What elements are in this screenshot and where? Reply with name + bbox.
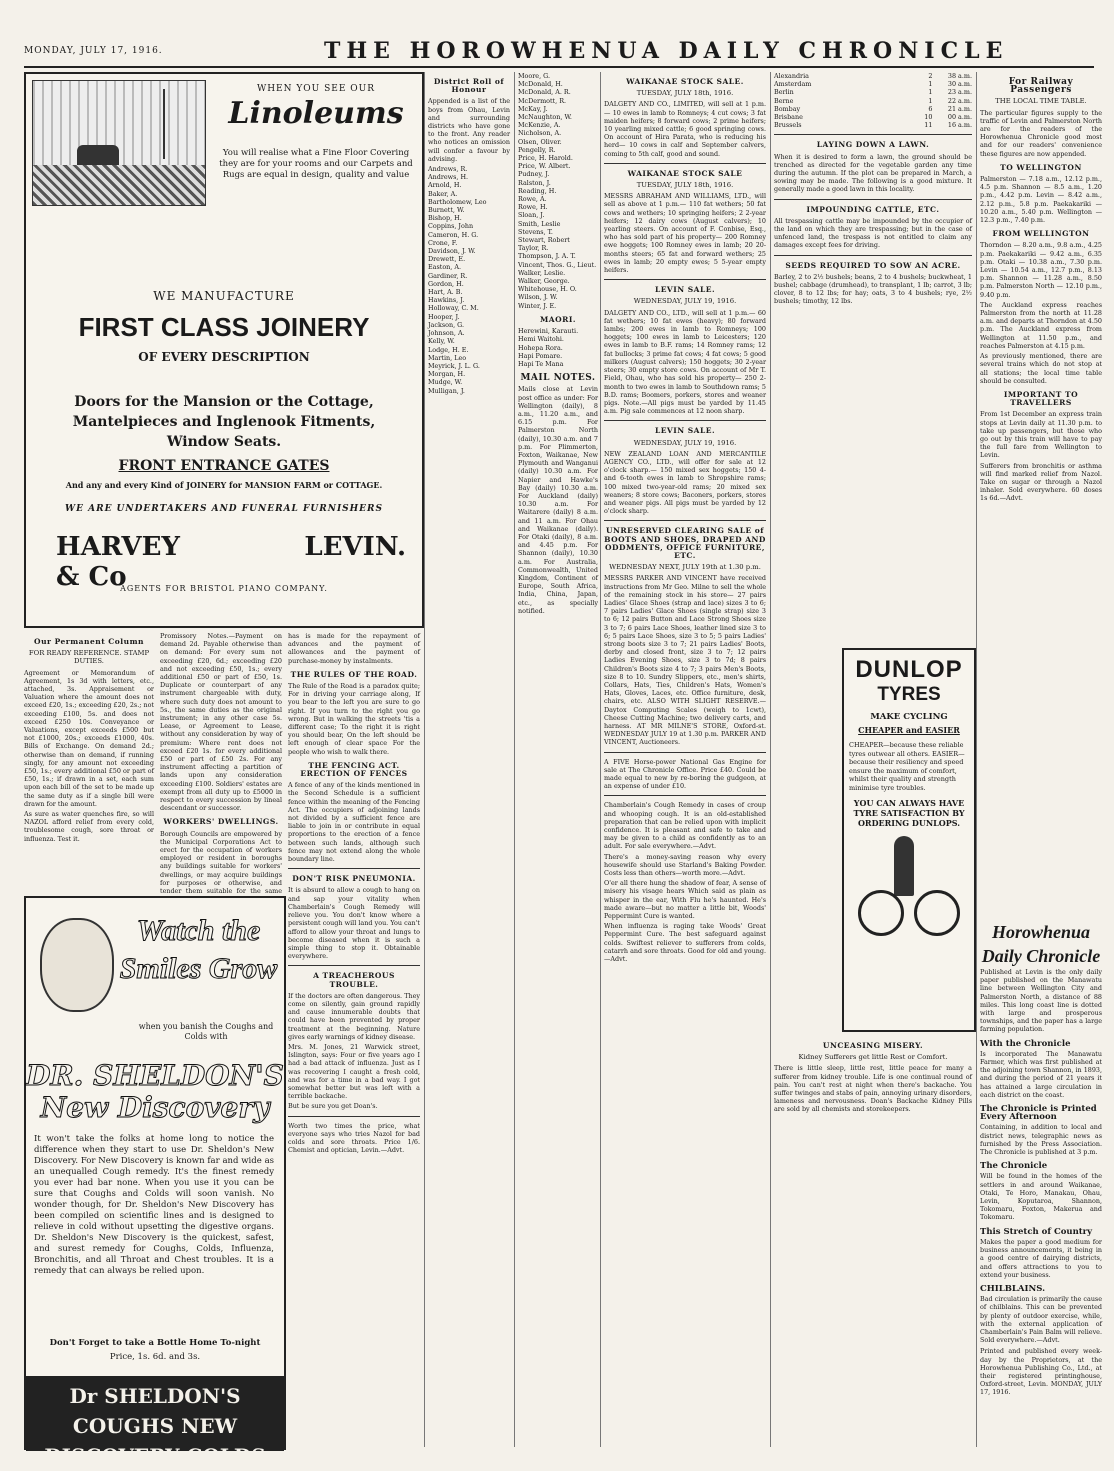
divider	[604, 520, 766, 521]
column-heading: The Chronicle	[980, 1161, 1048, 1172]
dunlop-always: YOU CAN ALWAYS HAVE TYRE SATISFACTION BY ORDERING DUNLOPS.	[853, 798, 965, 828]
list-item: Bartholomew, Leo	[428, 197, 487, 206]
column-heading: SEEDS REQUIRED TO SOW AN ACRE.	[785, 260, 961, 270]
list-item: Morgan, H.	[428, 370, 466, 379]
column-heading: This Stretch of Country	[980, 1226, 1093, 1237]
column-subheading: FOR READY REFERENCE. STAMP DUTIES.	[28, 649, 150, 666]
article-text: DALGETY AND CO., LIMITED, will sell at 1 p.m.— 10 ewes in lamb to Romneys; 4 cut cows; 3 fat maiden heifers; 8 forward cows; 2 prime heifers; 10 yearling mixed cattle; 6 good springing cows. On account of Hira Parata, who is reducing his herd— 10 cows in calf and September calvers, coming to 5th calf, good and sound.	[604, 100, 766, 158]
list-item: Whitehouse, H. O.	[518, 285, 577, 294]
column-heading: Our Permanent Column	[34, 637, 144, 646]
list-item: Sloan, J.	[518, 211, 545, 220]
table-cell: 1	[928, 88, 933, 97]
article-text: The particular figures supply to the traffic of Levin and Palmerston North are for the readers of the Horowhenua Chronicle good most and for our readers' convenience these figures are now appended.	[980, 108, 1102, 158]
newspaper-title: THE HOROWHENUA DAILY CHRONICLE	[324, 38, 1009, 64]
list-item: Walker, George.	[518, 277, 570, 286]
list-item: Bishop, H.	[428, 214, 462, 223]
divider	[288, 965, 420, 966]
ad-manufacture: WE MANUFACTURE	[153, 289, 295, 303]
divider	[604, 163, 766, 164]
article-text: NEW ZEALAND LOAN AND MERCANTILE AGENCY CO., LTD., will offer for sale at 12 o'clock sharp.— 150 mixed sex hoggets; 150 4- and 6-tooth ewes in lamb to Shropshire rams; 100 mixed two-year-old rams; 20 mixed sex weaners; 8 store cows; Baconers, porkers, stores and weaner pigs. All pigs must be yarded by 12 o'clock sharp.	[604, 449, 766, 516]
list-item: Davidson, J. W.	[428, 247, 476, 256]
chronicle-name: Horowhenua Daily Chronicle	[981, 922, 1101, 966]
table-row	[774, 97, 972, 105]
article-text: The Auckland express reaches Palmerston from the north at 11.28 a.m. and departs at Thorndon at 4.50 p.m. The Auckland express from Wellington at 11.50 p.m., and reaches Palmerston at 4.15 p.m.	[980, 300, 1102, 350]
article-text: The Rule of the Road is a paradox quite; For in driving your carriage along, If you bear to the left you are sure to go right. If you turn to the right you go wrong. But in walking the streets 'tis a different case; To the right it is right you should bear, On the left should be left enough of clear space For the people who wish to walk there.	[288, 682, 420, 756]
table-cell: Berne	[774, 96, 794, 105]
column-heading: With the Chronicle	[980, 1038, 1071, 1049]
table-row	[774, 121, 972, 129]
list-item: McDonald, A. R.	[518, 88, 571, 97]
list-item: Drewett, E.	[428, 255, 466, 264]
list-item: Reading, H.	[518, 186, 557, 195]
article-text: As previously mentioned, there are several trains which do not stop at all stations; the local time table should be consulted.	[980, 352, 1102, 385]
table-cell: Berlin	[774, 88, 794, 97]
ad-intro: WHEN YOU SEE OUR	[256, 84, 376, 94]
district-roll-column	[428, 72, 510, 1447]
article-text: It is absurd to allow a cough to hang on and sap your vitality when Chamberlain's Cough Remedy will relieve you. You don't know where a persistent cough will land you. You can't afford to allow your throat and lungs to become diseased when it is such a simple thing to stop it. Obtainable everywhere.	[288, 886, 420, 961]
sale-date: TUESDAY, JULY 18th, 1916.	[636, 181, 734, 190]
list-item: Stewart, Robert	[518, 236, 570, 245]
list-item: Baker, A.	[428, 189, 458, 198]
list-item: Rowe, A.	[518, 195, 547, 204]
misc-column	[774, 72, 972, 642]
table-row	[774, 72, 972, 80]
list-item: Easton, A.	[428, 263, 461, 272]
column-rule	[770, 72, 771, 1447]
article-text: A fence of any of the kinds mentioned in the Second Schedule is a sufficient fence within the meaning of the Fencing Act. The occupiers of adjoining lands not divided by a sufficient fence are liable to join in or contribute in equal proportions to the erection of a fence between such lands, although such fence may not extend along the whole boundary line.	[288, 781, 420, 864]
list-item: Andrews, R.	[428, 165, 468, 174]
sale-date: WEDNESDAY NEXT, JULY 19th at 1.30 p.m.	[609, 563, 761, 572]
linoleum-room-illustration	[32, 80, 206, 206]
column-heading: DON'T RISK PNEUMONIA.	[292, 874, 416, 884]
column-heading: WAIKANAE STOCK SALE	[627, 168, 743, 178]
article-text: Borough Councils are empowered by the Municipal Corporations Act to erect for the occupation of workers employed or resident in boroughs any buildings suitable for workers' dwellings, or may acquire buildings for purposes or otherwise, and tender them suitable for the same	[160, 829, 282, 896]
divider	[774, 255, 972, 256]
article-text: Is incorporated The Manawatu Farmer, which was first published at the adjoining town Shannon, in 1893, and during the period of 21 years it has attained a large circulation in each district on the coast.	[980, 1049, 1102, 1099]
column-heading: WORKERS' DWELLINGS.	[163, 817, 279, 827]
list-item: Pengelly, R.	[518, 145, 556, 154]
table-cell: 00 a.m.	[947, 113, 972, 122]
column-rule	[600, 72, 601, 1447]
list-item: Hooper, J.	[428, 312, 460, 321]
ad-gates: FRONT ENTRANCE GATES	[118, 458, 330, 474]
table-cell: 11	[924, 121, 933, 130]
column-heading: TO WELLINGTON	[1000, 162, 1082, 172]
table-cell: 30 a.m.	[947, 80, 972, 89]
article-text: All trespassing cattle may be impounded by the occupier of the land on which they are trespassing; but in the case of unfenced land, the trespass is not entitled to claim any damages except fees for driving.	[774, 216, 972, 250]
column-heading: LEVIN SALE.	[654, 285, 716, 295]
article-text: When influenza is raging take Woods' Great Peppermint Cure. The best safeguard against colds. Swiftest reliever to sufferers from colds, catarrh and sore throats. Good for old and young.—Advt.	[604, 922, 766, 964]
column-heading: FROM WELLINGTON	[992, 229, 1090, 239]
article-text: There is little sleep, little rest, little peace for many a sufferer from kidney trouble. Life is one continual round of pain. You can't rest at night when there's backache. You suffer twinges and stabs of pain, annoying urinary disorders, lameness and nervousness. Doan's Backache Kidney Pills are sold by all chemists and storekeepers.	[774, 1064, 972, 1114]
column-heading: IMPOUNDING CATTLE, ETC.	[806, 204, 940, 214]
ad-bottom-banner: Dr SHELDON'S COUGHS NEW DISCOVERY COLDS	[26, 1376, 284, 1451]
ad-joinery: FIRST CLASS JOINERY	[78, 312, 370, 342]
table-row	[774, 88, 972, 96]
list-item: Burnett, W.	[428, 206, 465, 215]
list-item: Vincent, Thos. G., Lieut.	[518, 260, 597, 269]
column-heading: THE FENCING ACT. ERECTION OF FENCES	[300, 760, 408, 779]
article-text: Appended is a list of the boys from Ohau, Levin and surrounding districts who have gone to the front. Any reader who notices an omission will confer a favour by advising.	[428, 97, 510, 163]
dunlop-make: MAKE CYCLING	[870, 712, 948, 722]
column-heading: UNCEASING MISERY.	[822, 1041, 924, 1050]
notices-column	[160, 632, 282, 896]
list-item: Smith, Leslie	[518, 219, 561, 228]
rider-icon	[894, 836, 914, 896]
sheldon-advertisement	[24, 896, 286, 1468]
ad-levin: LEVIN.	[304, 532, 406, 562]
column-heading: IMPORTANT TO TRAVELLERS	[1003, 389, 1079, 408]
divider	[604, 279, 766, 280]
list-item: Coppins, John	[428, 222, 474, 231]
sale-date: WEDNESDAY, JULY 19, 1916.	[633, 438, 737, 447]
table-cell: 22 a.m.	[947, 96, 972, 105]
list-item: Ralston, J.	[518, 178, 551, 187]
dunlop-brand: DUNLOP	[855, 656, 963, 683]
ad-forget: Don't Forget to take a Bottle Home To-night	[49, 1338, 261, 1348]
list-item: Wilson, J. W.	[518, 293, 558, 302]
article-text: MESSRS PARKER AND VINCENT have received instructions from Mr Geo. Milne to sell the whole of the remaining stock in his store— 27 pairs Ladies' Glace Shoes (strap and lace) sizes 3 to 6; 7 pairs Ladies' Glace Shoes (single strap) size 3 to 6; 12 pairs Button and Lace Strong Shoes size 3 to 7; 6 pairs Lace Shoes, leather lined size 3 to 6; 5 pairs Lace Shoes, size 3 to 5; 5 pairs Ladies' strong boots size 3 to 7; 21 pairs Ladies' Boots, derby and closed front, size 3 to 7; 12 pairs Ladies Evening Shoes, size 3 to 7d; 8 pairs Children's Boots size 4 to 7; 3 pairs Men's Boots, size 8 to 10. Sundry Slippers, etc., men's shirts, Collars, Hats, Ties, Children's Hats, Women's Hats, Gloves, Laces, etc. Office furniture, desk, chairs, etc. ALSO WITH SLIGHT RESERVE.— Daytox Computing Scales (weigh to 1cwt), Cheese Cutting Machine; two delivery carts, and harness. AT MR MILNE'S STORE, Oxford-st. WEDNESDAY JULY 19 at 1.30 p.m. PARKER AND VINCENT, Auctioneers.	[604, 574, 766, 747]
table-cell: 23 a.m.	[947, 88, 972, 97]
article-text: Bad circulation is primarily the cause of chilblains. This can be prevented by plenty of outdoor exercise, while, with the external application of Chamberlain's Pain Balm will relieve. Sold everywhere.—Advt.	[980, 1295, 1102, 1345]
list-item: Rowe, H.	[518, 203, 548, 212]
railway-column	[980, 72, 1102, 912]
column-heading: For Railway Passengers	[1008, 77, 1074, 96]
list-item: Holloway, C. M.	[428, 304, 479, 313]
ad-agents: AGENTS FOR BRISTOL PIANO COMPANY.	[120, 584, 328, 593]
list-item: Price, H. Harold.	[518, 154, 573, 163]
column-heading: MAORI.	[539, 314, 576, 324]
names-list	[518, 327, 598, 368]
table-row	[774, 105, 972, 113]
list-item: Moore, G.	[518, 72, 551, 80]
list-item: McDonald, H.	[518, 80, 563, 89]
ad-harvey-name: HARVEY & Co	[56, 532, 180, 592]
dunlop-body: CHEAPER—because these reliable tyres outwear all others. EASIER—because their resiliency and speed ensure the maximum of comfort, whilst their quality and strength minimise tyre troubles.	[849, 741, 965, 792]
divider	[288, 868, 420, 869]
list-item: Hart, A. B.	[428, 288, 463, 297]
ad-watch-headline: Watch the Smiles Grow	[119, 914, 278, 985]
sale-date: WEDNESDAY, JULY 19, 1916.	[633, 297, 737, 306]
list-item: Price, W. Albert.	[518, 162, 571, 171]
list-item: McKenzie, A.	[518, 121, 561, 130]
dunlop-tyres: TYRES	[877, 684, 941, 705]
article-text: Thorndon — 8.20 a.m., 9.8 a.m., 4.25 p.m. Paekakariki — 9.42 a.m., 6.35 p.m. Otaki — 10.38 a.m., 7.30 p.m. Levin — 10.54 a.m., 12.7 p.m., 8.13 p.m. Shannon — 11.28 a.m., 8.50 p.m. Palmerston North — 12.10 p.m., 9.40 p.m.	[980, 241, 1102, 299]
list-item: Hapi Pomare.	[518, 351, 563, 360]
article-text: Barley, 2 to 2½ bushels; beans, 2 to 4 bushels; buckwheat, 1 bushel; cabbage (drumhead), to transplant, 1 lb; carrot, 3 lb; clover, 8 to 12 lbs; for hay; oats, 3 to 4 bushels; rye, 2½ bushels; timothy, 12 lbs.	[774, 272, 972, 306]
ad-price: Price, 1s. 6d. and 3s.	[109, 1352, 201, 1362]
list-item: Walker, Leslie.	[518, 268, 566, 277]
list-item: Hawkins, J.	[428, 296, 465, 305]
table-cell: Alexandria	[774, 72, 809, 80]
list-item: Lodge, H. E.	[428, 345, 469, 354]
divider	[604, 420, 766, 421]
column-rule	[424, 72, 425, 1447]
ad-doors: Doors for the Mansion or the Cottage, Mantelpieces and Inglenook Fitments, Window Seats.	[72, 394, 376, 450]
column-heading: The Chronicle is Printed Every Afternoon	[980, 1104, 1097, 1123]
divider	[288, 1116, 420, 1117]
names-list	[428, 165, 510, 395]
column-heading: MAIL NOTES.	[520, 373, 596, 384]
column-heading: LEVIN SALE.	[654, 426, 716, 436]
article-text: A FIVE Horse-power National Gas Engine for sale at The Chronicle Office. Price £40. Could be made equal to new by re-boring the gudgeon, at an expense of under £10.	[604, 757, 766, 791]
ad-linoleums: Linoleums	[228, 96, 404, 131]
list-item: Meyrick, J. L. G.	[428, 361, 480, 370]
ad-body: It won't take the folks at home long to notice the difference when they start to use Dr. Sheldon's New Discovery. For New Discovery is known far and wide as an unequalled Cough remedy. It's the finest remedy you ever had bar none. When you use it you can be sure that Coughs and Colds will soon vanish. No wonder though, for Dr. Sheldon's New Discovery has been compiled on scientific lines and is designed to relieve in cold without upsetting the digestive organs. Dr. Sheldon's New Discovery is the quickest, safest, and surest remedy for Coughs, Colds, Influenza, Bronchitis, and all Throat and Chest troubles. It is a remedy that can always be relied upon.	[34, 1134, 274, 1276]
ad-any-kind: And any and every Kind of JOINERY for MANSION FARM or COTTAGE.	[65, 480, 383, 490]
smiling-face-icon	[40, 918, 114, 1012]
list-item: Hapi Te Mana	[518, 359, 564, 368]
table-cell: 1	[928, 80, 933, 89]
list-item: McKay, J.	[518, 104, 548, 113]
table-cell: 21 a.m.	[947, 104, 972, 113]
column-heading: THE RULES OF THE ROAD.	[290, 669, 418, 679]
divider	[604, 752, 766, 753]
article-text: When it is desired to form a lawn, the ground should be trenched as directed for the vegetable garden any time during the autumn. If the plot can be prepared in March, a sowing may be made. The following is a good mixture. It generally made a good lawn in this locality.	[774, 152, 972, 194]
list-item: McNaughton, W.	[518, 113, 572, 122]
article-text: O'er all there hung the shadow of fear, A sense of misery his visage hears Which said as plain as whisper in the ear, With Flu he's haunted. He's made aware—but no matter a little bit, Woods' Peppermint Cure is wanted.	[604, 879, 766, 921]
column-heading: CHILBLAINS.	[980, 1283, 1046, 1294]
bicycle-rider-illustration	[854, 836, 964, 936]
article-text: As sure as water quenches fire, so will NAZOL afford relief from every cold, troublesome cough, sore throat or influenza. Test it.	[24, 810, 154, 843]
article-text: Agreement or Memorandum of Agreement, 1s 3d with letters, etc., attached, 3s. Appraisement or Valuation where the amount does not exceed £20, 1s.; exceeding £20, 2s.; not exceeding £100, 5s. and does not exceed £250 10s. Conveyance or Valuations, except exceeds £500 but not £1000, 20s.; exceeds £1000, 40s. Bills of Exchange. On demand 2d.; otherwise than on demand, if running singly, for any amount not exceeding £50, 1s.; every additional £50 or part of £50, 1s.; if drawn in a set, each sum upon each bill of the set to be made up the same duty as if a single bill were drawn for the amount.	[24, 668, 154, 808]
column-heading: WAIKANAE STOCK SALE.	[626, 77, 744, 86]
lamp-icon	[163, 89, 175, 159]
list-item: McDermott, R.	[518, 96, 567, 105]
list-item: Arnold, H.	[428, 181, 462, 190]
ad-banish: when you banish the Coughs and Colds with	[138, 1022, 274, 1041]
article-text: Promissory Notes.—Payment on demand 2d. Payable otherwise than on demand: For every sum not exceeding £20, 6d.; exceeding £20 and not exceeding £50, 1s.; every additional £50 or part of £50, 1s. Duplicate or counterpart of any instrument chargeable with duty, where such duty does not amount to 5s., the same duties as the original instrument; in any other case 5s. Lease, or Agreement to Lease, without any consideration by way of premium: Where rent does not exceed £20 1s. for every additional £50 or part of £50 2s. For any instrument affecting a partition of lands upon any consideration exceeding £100. Soldiers' estates are exempt from all duty up to £5000 in respect to every succession by lineal descendant or successor.	[160, 632, 282, 813]
list-item: Taylor, R.	[518, 244, 549, 253]
article-text: Worth two times the price, what everyone says who tries Nazol for bad colds and sore throats. Price 1/6. Chemist and optician, Levin.—Advt.	[288, 1121, 420, 1155]
table-cell: 16 a.m.	[947, 121, 972, 130]
article-text: MESSRS ABRAHAM AND WILLIAMS, LTD., will sell as above at 1 p.m.— 110 fat wethers; 50 fat cows and wethers; 10 springing heifers; 2 2-year heifers; 12 dairy cows (August calvers); 10 yearling steers. On account of F. Conbise, Esq., who has sold part of his property— 200 Romney ewe hoggets; 100 Romney ewes in lamb; 20 20-months steers; 65 fat and forward wethers; 25 ewes in lamb; 20 empty ewes; 5 5-year empty heifers.	[604, 192, 766, 275]
list-item: Hohepa Rora.	[518, 343, 563, 352]
table-cell: 10	[924, 113, 933, 122]
list-item: Martin, Leo	[428, 353, 467, 362]
divider	[774, 134, 972, 135]
column-heading: UNRESERVED CLEARING SALE of BOOTS AND SHOES, DRAPED AND ODDMENTS, OFFICE FURNITURE, ETC.	[604, 526, 766, 560]
article-text: Will be found in the homes of the settlers in and around Waikanae, Otaki, Te Horo, Manakau, Ohau, Levin, Koputaroa, Shannon, Tokomaru, Foxton, Makerua and Tokomaru.	[980, 1172, 1102, 1222]
article-text: Chamberlain's Cough Remedy in cases of croup and whooping cough. It is an old-established preparation that can be relied upon with implicit confidence. It is pleasant and safe to take and may be given to a child as confidently as to an adult. For sale everywhere.—Advt.	[604, 801, 766, 851]
column-rule	[976, 72, 977, 1447]
article-text: Makes the paper a good medium for business announcements, it being in a good centre of dairying districts, and offers attractions to you to extend your business.	[980, 1237, 1102, 1279]
column-heading: A TREACHEROUS TROUBLE.	[313, 971, 395, 989]
wheel-icon	[858, 890, 904, 936]
list-item: Winter, J. E.	[518, 301, 557, 310]
names-mail-column	[518, 72, 598, 1447]
list-item: Jackson, G.	[428, 320, 465, 329]
article-text: Published at Levin is the only daily paper published on the Manawatu line between Wellington City and Palmerston North, a distance of 88 miles. This long coast line is dotted with large and prosperous townships, and the paper has a large farming population.	[980, 968, 1102, 1034]
list-item: Crone, F.	[428, 238, 458, 247]
list-item: Johnson, A.	[428, 329, 465, 338]
harvey-advertisement	[24, 72, 424, 628]
permanent-column	[24, 632, 154, 890]
column-heading: LAYING DOWN A LAWN.	[816, 140, 930, 150]
article-text: Sufferers from bronchitis or asthma will find marked relief from Nazol. Take on sugar or through a Nazol inhaler. Sold everywhere. 60 doses 1s 6d.—Advt.	[980, 461, 1102, 503]
article-text: has is made for the repayment of advances and the payment of allowances and the payment of purchase-money by instalments.	[288, 632, 420, 665]
list-item: Mulligan, J.	[428, 386, 465, 395]
list-item: Nicholson, A.	[518, 129, 562, 138]
table-cell: Bombay	[774, 104, 801, 113]
ad-description: OF EVERY DESCRIPTION	[138, 350, 310, 364]
dunlop-advertisement	[842, 648, 976, 1032]
list-item: Hemi Waitohi.	[518, 335, 564, 344]
masthead	[24, 38, 1094, 68]
sale-date: TUESDAY, JULY 18th, 1916.	[636, 89, 734, 98]
article-text: From 1st December an express train stops at Levin daily at 11.30 p.m. to take up passengers, but those who go out by this train will have to pay the full fare from Wellington to Levin.	[980, 410, 1102, 460]
column-heading: District Roll of Honour	[433, 77, 505, 95]
list-item: Stevens, T.	[518, 227, 553, 236]
table-cell: 1	[928, 96, 933, 105]
list-item: Andrews, H.	[428, 173, 469, 182]
list-item: Gordon, H.	[428, 279, 464, 288]
list-item: Thompson, J. A. T.	[518, 252, 576, 261]
stock-sales-column	[604, 72, 766, 1447]
table-cell: 2	[928, 72, 933, 80]
table-cell: Brisbane	[774, 113, 803, 122]
time-table	[774, 72, 972, 129]
ad-product-name: DR. SHELDON'S New Discovery	[26, 1059, 284, 1124]
article-text: Mails close at Levin post office as under: For Wellington (daily), 8 a.m., 11.20 a.m., and 6.15 p.m. For Palmerston North (daily), 10.30 a.m. and 7 p.m. For Plimmerton, Foxton, Waikanae, New Plymouth and Wanganui (daily) 10.30 a.m. For Napier and Hawke's Bay (daily) 10.30 a.m. For Auckland (daily) 10.30 a.m. For Waitarere (daily) 8 a.m. and 11 a.m. For Ohau and Waikanae (daily). For Otaki (daily), 8 a.m. and 4.45 p.m. For Shannon (daily), 10.30 a.m. For Australia, Commonwealth, United Kingdom, Continent of Europe, South Africa, India, China, Japan, etc., as specially notified.	[518, 385, 598, 615]
list-item: Gardiner, R.	[428, 271, 468, 280]
table-cell: 38 a.m.	[947, 72, 972, 80]
article-text: There's a money-saving reason why every housewife should use Starland's Baking Powder. Costs less than others—worth more.—Advt.	[604, 852, 766, 878]
list-item: Mudge, W.	[428, 378, 463, 387]
table-cell: Amsterdam	[774, 80, 812, 89]
column-rule	[514, 72, 515, 1447]
road-column	[288, 632, 420, 1447]
divider	[774, 199, 972, 200]
table-row	[774, 80, 972, 88]
list-item: Kelly, W.	[428, 337, 455, 346]
list-item: Cameron, H. G.	[428, 230, 479, 239]
names-list	[518, 72, 598, 310]
misery-column	[774, 1036, 972, 1446]
ad-realise: You will realise what a Fine Floor Covering they are for your rooms and our Carpets and Rugs are equal in design, quality and value	[219, 148, 413, 180]
ad-undertakers: WE ARE UNDERTAKERS AND FUNERAL FURNISHERS	[65, 504, 383, 514]
article-text: Containing, in addition to local and district news, telegraphic news as furnished by the Press Association. The Chronicle is published at 3 p.m.	[980, 1123, 1102, 1157]
article-text: Mrs. M. Jones, 21 Warwick street, Islington, says: Four or five years ago I had a bad attack of influenza. Just as I was recovering I caught a fresh cold, and was for a time in a bad way. I got somewhat better but was left with a terrible backache.	[288, 1042, 420, 1101]
table-row	[774, 113, 972, 121]
table-cell: 6	[928, 104, 933, 113]
table-cell: Brussels	[774, 121, 802, 130]
column-subheading: Kidney Sufferers get little Rest or Comfort.	[798, 1053, 948, 1062]
chronicle-info	[980, 920, 1102, 1400]
article-text: Palmerston — 7.18 a.m., 12.12 p.m., 4.5 p.m. Shannon — 8.5 a.m., 1.20 p.m., 4.42 p.m. Levin — 8.42 a.m., 2.12 p.m., 5.8 p.m. Paekakariki — 10.20 a.m., 5.40 p.m. Wellington — 12.3 p.m., 7.40 p.m.	[980, 175, 1102, 225]
column-subheading: THE LOCAL TIME TABLE.	[995, 97, 1087, 106]
floor-pattern	[33, 165, 205, 205]
article-text: Printed and published every week-day by the Proprietors, at the Horowhenua Publishing Co., Ltd., at their registered printinghouse, Oxford-street, Levin. MONDAY, JULY 17, 1916.	[980, 1347, 1102, 1397]
divider	[604, 795, 766, 796]
issue-date: MONDAY, JULY 17, 1916.	[24, 46, 163, 56]
article-text: If the doctors are often dangerous. They come on silently, gain ground rapidly and cause innumerable doubts that could have been prevented by proper treatment at the beginning. Nature gives early warnings of kidney disease.	[288, 991, 420, 1041]
article-text: But be sure you get Doan's.	[288, 1102, 378, 1111]
wheel-icon	[914, 890, 960, 936]
dunlop-cheaper: CHEAPER and EASIER	[858, 725, 960, 735]
list-item: Pudney, J.	[518, 170, 550, 179]
article-text: DALGETY AND CO., LTD., will sell at 1 p.m.— 60 fat wethers; 10 fat ewes (heavy); 80 forward lambs; 200 ewes in lamb to Romneys; 100 hoggets; 100 ewes in lamb to Leicesters; 120 ewes in lamb to B.F. rams; 14 Romney rams; 12 fat bullocks; 3 prime fat cows; 4 fat cows; 5 good milkers (August calvers); 150 hoggets; 30 2-year steers; 30 empty store cows. On account of Mr T. Field, Ohau, who has sold his property— 250 2-month to two ewes in lamb to Southdown rams; 5 B.D. rams; Boomers, porkers, stores and weaner pigs. Note.—All pigs must be yarded by 11.45 a.m. Pig sale commences at 12 noon sharp.	[604, 308, 766, 416]
list-item: Herewini, Karauti.	[518, 327, 579, 336]
list-item: Olsen, Oliver.	[518, 137, 562, 146]
